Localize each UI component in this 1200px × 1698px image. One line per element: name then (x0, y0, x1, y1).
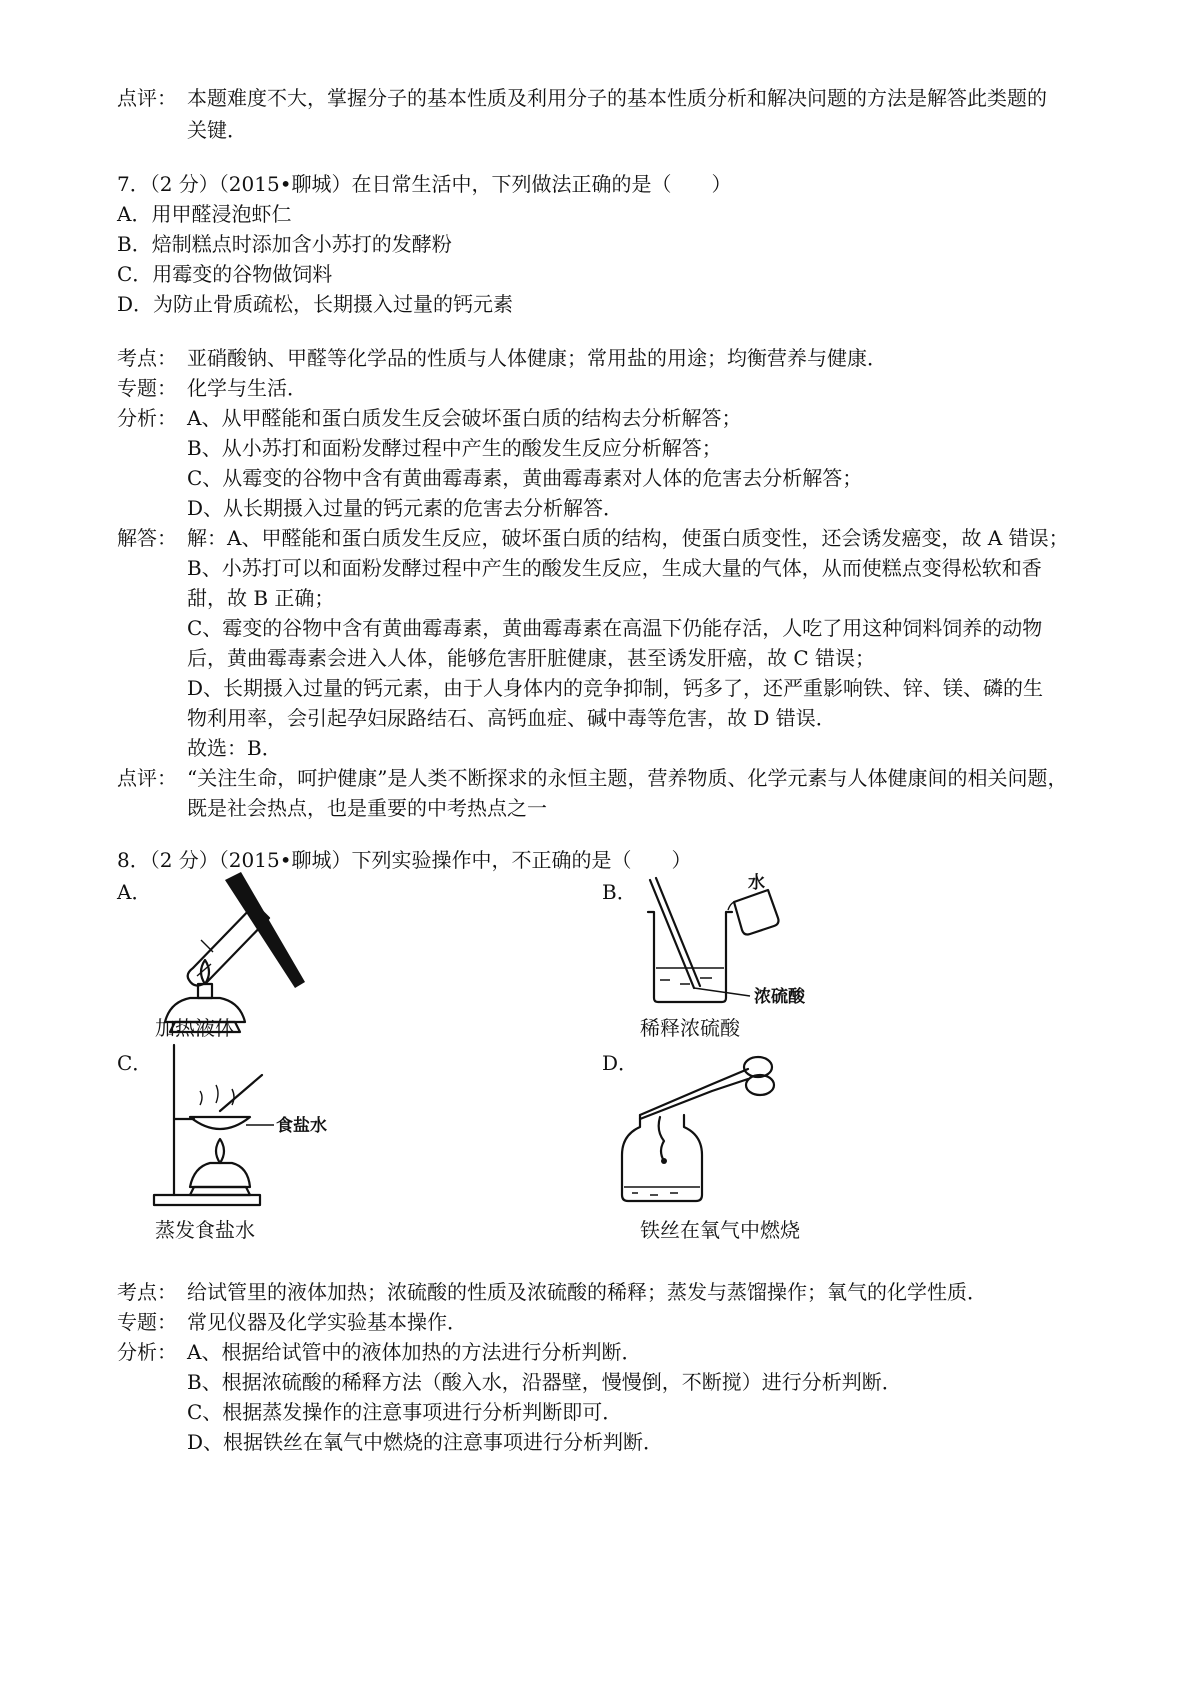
q7-option-b: B．焙制糕点时添加含小苏打的发酵粉 (117, 232, 452, 256)
figure-d-caption: 铁丝在氧气中燃烧 (640, 1218, 800, 1242)
q7-fenxi-label: 分析： (117, 406, 177, 430)
test-tube-holder-icon (225, 872, 305, 988)
q8-stem: 8．（2 分）（2015•聊城）下列实验操作中，不正确的是（ ） (117, 848, 692, 872)
figure-d-letter: D． (602, 1051, 639, 1075)
q7-jieda-line: 后，黄曲霉毒素会进入人体，能够危害肝脏健康，甚至诱发肝癌，故 C 错误； (187, 646, 876, 670)
q8-fenxi-label: 分析： (117, 1340, 177, 1364)
figure-b-label-water: 水 (748, 873, 765, 893)
figure-c-letter: C． (117, 1051, 153, 1075)
q7-zhuanti: 化学与生活． (187, 376, 307, 400)
q7-jieda-line: 物利用率，会引起孕妇尿路结石、高钙血症、碱中毒等危害，故 D 错误． (187, 706, 836, 730)
figure-c-label-salt-water: 食盐水 (276, 1116, 327, 1136)
q7-kaodian: 亚硝酸钠、甲醛等化学品的性质与人体健康；常用盐的用途；均衡营养与健康． (187, 346, 887, 370)
q8-kaodian: 给试管里的液体加热；浓硫酸的性质及浓硫酸的稀释；蒸发与蒸馏操作；氧气的化学性质． (187, 1280, 987, 1304)
figure-a-letter: A． (117, 880, 152, 904)
q7-jieda-line: 故选：B． (187, 736, 282, 760)
figure-c-caption: 蒸发食盐水 (155, 1218, 255, 1242)
prev-review-line: 关键． (187, 118, 247, 142)
figure-b-dilution-illustration (630, 870, 830, 1010)
prev-review-label: 点评： (117, 86, 177, 110)
q7-jieda-label: 解答： (117, 526, 177, 550)
q7-option-a: A．用甲醛浸泡虾仁 (117, 202, 292, 226)
q7-kaodian-label: 考点： (117, 346, 177, 370)
figure-b-caption: 稀释浓硫酸 (640, 1016, 740, 1040)
q7-dianping-line: 既是社会热点，也是重要的中考热点之一 (187, 796, 547, 820)
q7-fenxi-line: C、从霉变的谷物中含有黄曲霉毒素，黄曲霉毒素对人体的危害去分析解答； (187, 466, 863, 490)
iron-stand-icon (154, 1045, 260, 1205)
q7-fenxi-line: D、从长期摄入过量的钙元素的危害去分析解答． (187, 496, 624, 520)
figure-b-label-acid: 浓硫酸 (754, 987, 805, 1007)
q8-fenxi-line: A、根据给试管中的液体加热的方法进行分析判断． (187, 1340, 642, 1364)
q8-fenxi-line: C、根据蒸发操作的注意事项进行分析判断即可． (187, 1400, 623, 1424)
figure-b-letter: B． (602, 880, 637, 904)
q7-dianping-label: 点评： (117, 766, 177, 790)
q7-dianping-line: “关注生命，呵护健康”是人类不断探求的永恒主题，营养物质、化学元素与人体健康间的相关问题， (187, 766, 1068, 790)
figure-a-caption: 加热液体 (155, 1016, 235, 1040)
q7-stem: 7．（2 分）（2015•聊城）在日常生活中，下列做法正确的是（ ） (117, 172, 732, 196)
q7-jieda-line: C、霉变的谷物中含有黄曲霉毒素，黄曲霉毒素在高温下仍能存活，人吃了用这种饲料饲养的动物 (187, 616, 1043, 640)
pouring-beaker-icon (728, 890, 779, 935)
q8-fenxi-line: B、根据浓硫酸的稀释方法（酸入水，沿器壁，慢慢倒，不断搅）进行分析判断． (187, 1370, 902, 1394)
glass-rod-icon (220, 1075, 262, 1111)
q7-option-c: C．用霉变的谷物做饲料 (117, 262, 333, 286)
crucible-tongs-icon (640, 1057, 774, 1119)
glass-rod-icon (650, 878, 700, 988)
figure-d-iron-burning-illustration (630, 1045, 810, 1205)
q8-zhuanti: 常见仪器及化学实验基本操作． (187, 1310, 467, 1334)
q7-jieda-line: D、长期摄入过量的钙元素，由于人身体内的竞争抑制，钙多了，还严重影响铁、锌、镁、磷的生 (187, 676, 1044, 700)
q7-fenxi-line: B、从小苏打和面粉发酵过程中产生的酸发生反应分析解答； (187, 436, 722, 460)
q7-option-d: D．为防止骨质疏松，长期摄入过量的钙元素 (117, 292, 514, 316)
q7-jieda-line: 甜，故 B 正确； (187, 586, 335, 610)
prev-review-line: 本题难度不大，掌握分子的基本性质及利用分子的基本性质分析和解决问题的方法是解答此类题的 (187, 86, 1047, 110)
q8-kaodian-label: 考点： (117, 1280, 177, 1304)
figure-c-evaporation-illustration (150, 1045, 350, 1215)
q7-fenxi-line: A、从甲醛能和蛋白质发生反会破坏蛋白质的结构去分析解答； (187, 406, 742, 430)
alcohol-lamp-icon (190, 1139, 250, 1195)
beaker-icon (648, 912, 732, 1002)
q7-zhuanti-label: 专题： (117, 376, 177, 400)
q7-jieda-line: B、小苏打可以和面粉发酵过程中产生的酸发生反应，生成大量的气体，从而使糕点变得松软和香 (187, 556, 1042, 580)
q8-zhuanti-label: 专题： (117, 1310, 177, 1334)
q7-jieda-line: 解：A、甲醛能和蛋白质发生反应，破坏蛋白质的结构，使蛋白质变性，还会诱发癌变，故 A 错误； (187, 526, 1069, 550)
q8-fenxi-line: D、根据铁丝在氧气中燃烧的注意事项进行分析判断． (187, 1430, 664, 1454)
